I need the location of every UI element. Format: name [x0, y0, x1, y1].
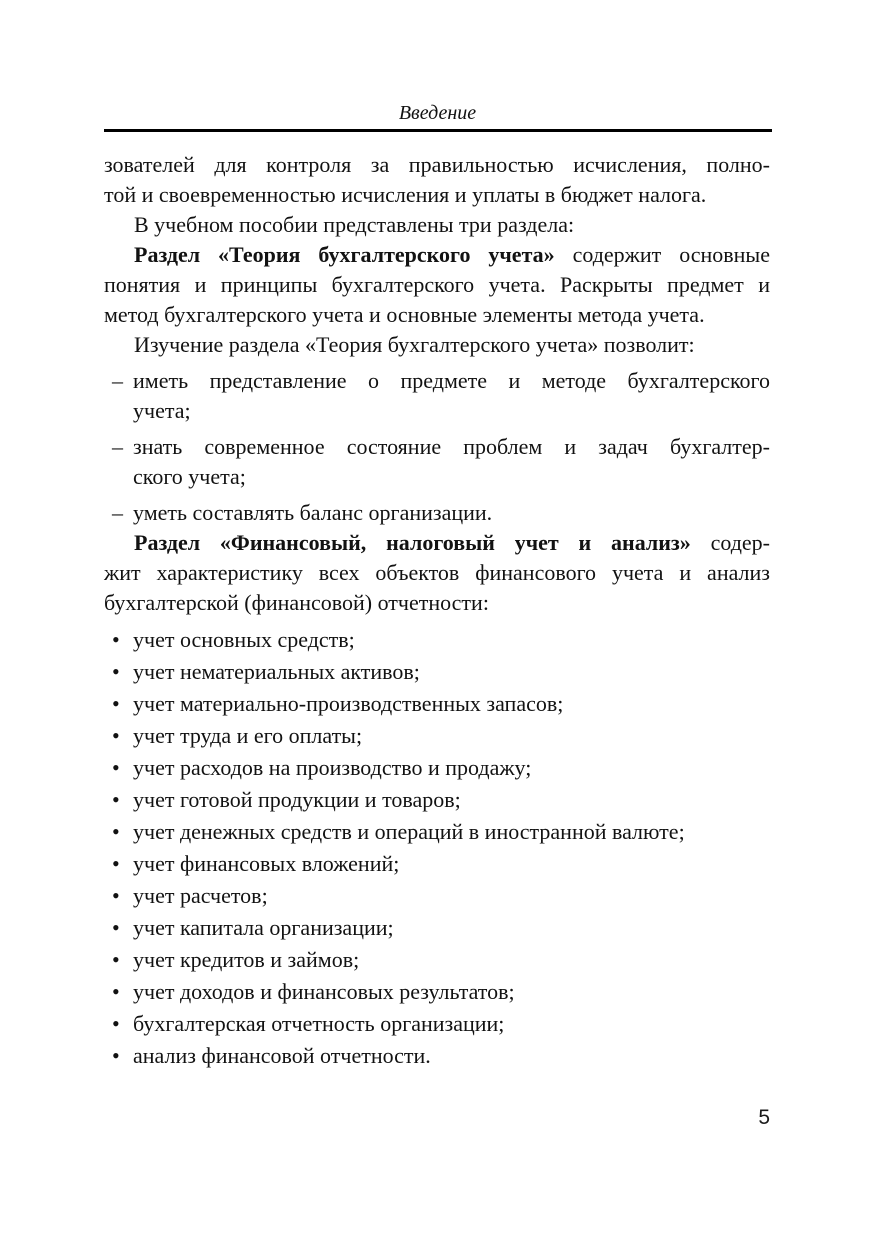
text-segment: знать современное состояние проблем и задач бухгалтер- [133, 434, 770, 459]
paragraph [104, 528, 770, 618]
text-segment: учет материально-производственных запасов; [133, 691, 564, 716]
bullet-marker-icon: • [112, 1043, 120, 1068]
text-segment: учет основных средств; [133, 627, 355, 652]
bullet-marker-icon: • [112, 627, 120, 652]
list-item [104, 656, 770, 688]
bullet-marker-icon: • [112, 947, 120, 972]
text-segment: ского учета; [133, 464, 246, 489]
text-segment: иметь представление о предмете и методе бухгалтерского [133, 368, 770, 393]
dash-marker-icon: – [112, 500, 123, 525]
page-content [104, 150, 770, 1072]
list-item [104, 498, 770, 528]
text-line [133, 366, 770, 396]
text-segment: учет финансовых вложений; [133, 851, 400, 876]
list-item [104, 880, 770, 912]
list-item [104, 720, 770, 752]
text-segment: жит характеристику всех объектов финансового учета и анализ [104, 560, 770, 585]
text-segment: учет денежных средств и операций в иностранной валюте; [133, 819, 685, 844]
text-line [104, 240, 770, 270]
list-item [104, 688, 770, 720]
bullet-list [104, 624, 770, 1072]
text-line [133, 498, 770, 528]
list-item [104, 366, 770, 426]
list-item [104, 816, 770, 848]
text-line [133, 816, 770, 848]
text-segment: учет нематериальных активов; [133, 659, 420, 684]
text-line [133, 752, 770, 784]
bold-text-segment: Раздел «Теория бухгалтерского учета» [134, 242, 555, 267]
text-line [104, 558, 770, 588]
paragraph [104, 330, 770, 360]
text-line [133, 624, 770, 656]
text-line [133, 976, 770, 1008]
text-line [104, 300, 770, 330]
list-item [104, 624, 770, 656]
bullet-marker-icon: • [112, 883, 120, 908]
list-item [104, 912, 770, 944]
text-line [133, 880, 770, 912]
text-segment: метод бухгалтерского учета и основные элементы метода учета. [104, 302, 705, 327]
text-line [104, 270, 770, 300]
list-item [104, 976, 770, 1008]
text-segment: понятия и принципы бухгалтерского учета. Раскрыты предмет и [104, 272, 770, 297]
text-segment: той и своевременностью исчисления и уплаты в бюджет налога. [104, 182, 707, 207]
dash-marker-icon: – [112, 368, 123, 393]
text-line [133, 432, 770, 462]
text-line [133, 848, 770, 880]
list-item [104, 784, 770, 816]
text-segment: учет расчетов; [133, 883, 268, 908]
text-line [133, 944, 770, 976]
text-line [133, 656, 770, 688]
text-segment: учет доходов и финансовых результатов; [133, 979, 515, 1004]
text-line [104, 210, 770, 240]
text-segment: бухгалтерская отчетность организации; [133, 1011, 505, 1036]
text-line [133, 396, 770, 426]
text-segment: учет кредитов и займов; [133, 947, 360, 972]
text-line [104, 150, 770, 180]
list-item [104, 848, 770, 880]
text-line [133, 912, 770, 944]
bullet-marker-icon: • [112, 723, 120, 748]
text-segment: учет расходов на производство и продажу; [133, 755, 532, 780]
dash-marker-icon: – [112, 434, 123, 459]
text-segment: содержит основные [554, 242, 770, 267]
list-item [104, 432, 770, 492]
text-line [133, 720, 770, 752]
text-line [104, 528, 770, 558]
text-segment: содер- [690, 530, 770, 555]
paragraph [104, 150, 770, 210]
text-line [133, 1040, 770, 1072]
list-item [104, 1008, 770, 1040]
text-segment: анализ финансовой отчетности. [133, 1043, 431, 1068]
bullet-marker-icon: • [112, 787, 120, 812]
list-item [104, 1040, 770, 1072]
text-segment: зователей для контроля за правильностью исчисления, полно- [104, 152, 770, 177]
text-segment: учет капитала организации; [133, 915, 394, 940]
text-line [104, 180, 770, 210]
list-item [104, 752, 770, 784]
bullet-marker-icon: • [112, 979, 120, 1004]
text-line [133, 688, 770, 720]
bullet-marker-icon: • [112, 659, 120, 684]
bullet-marker-icon: • [112, 755, 120, 780]
bullet-marker-icon: • [112, 691, 120, 716]
page-number: 5 [758, 1106, 770, 1129]
header-rule [104, 129, 772, 132]
bold-text-segment: Раздел «Финансовый, налоговый учет и анализ» [134, 530, 691, 555]
text-segment: учета; [133, 398, 191, 423]
text-segment: учет труда и его оплаты; [133, 723, 363, 748]
text-line [133, 462, 770, 492]
bullet-marker-icon: • [112, 819, 120, 844]
paragraph [104, 210, 770, 240]
text-segment: В учебном пособии представлены три раздела: [134, 212, 575, 237]
text-line [133, 1008, 770, 1040]
text-line [104, 330, 770, 360]
dash-list [104, 366, 770, 528]
text-line [133, 784, 770, 816]
text-segment: уметь составлять баланс организации. [133, 500, 493, 525]
bullet-marker-icon: • [112, 1011, 120, 1036]
bullet-marker-icon: • [112, 851, 120, 876]
text-segment: учет готовой продукции и товаров; [133, 787, 461, 812]
paragraph [104, 240, 770, 330]
text-line [104, 588, 770, 618]
text-segment: Изучение раздела «Теория бухгалтерского учета» позволит: [134, 332, 695, 357]
running-header-title: Введение [398, 102, 477, 124]
list-item [104, 944, 770, 976]
bullet-marker-icon: • [112, 915, 120, 940]
text-segment: бухгалтерской (финансовой) отчетности: [104, 590, 489, 615]
